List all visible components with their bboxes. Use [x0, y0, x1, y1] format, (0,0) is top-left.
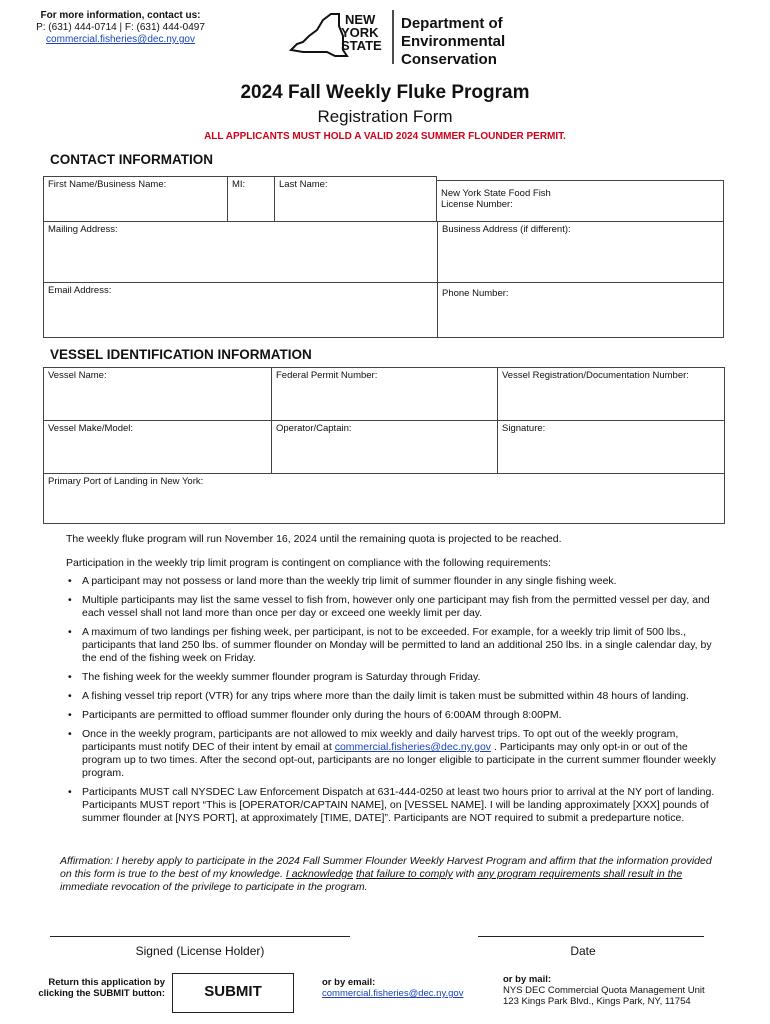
mi-label: MI: [232, 179, 246, 190]
submit-button[interactable]: SUBMIT [172, 973, 294, 1013]
vessel-make-model-label: Vessel Make/Model: [48, 423, 134, 434]
federal-permit-label: Federal Permit Number: [276, 370, 378, 381]
logo-new: NEW [345, 12, 376, 27]
mailing-address-label: Mailing Address: [48, 224, 118, 235]
affirmation-underline-3: any program requirements shall result in the [477, 868, 683, 880]
contact-info [28, 10, 213, 46]
affirmation-part-1: Affirmation: I hereby apply to participate in the 2024 Fall Summer Flounder Weekly Harvest Program and affirm that the information provided on this form is true to the best of my knowledge. [60, 855, 712, 880]
vessel-registration-field[interactable] [497, 367, 725, 421]
affirmation-underline-2: that failure to comply [355, 868, 453, 880]
affirmation-text [60, 855, 725, 894]
contact-heading: For more information, contact us: [40, 10, 201, 21]
last-name-label: Last Name: [279, 179, 328, 190]
first-name-field[interactable] [43, 176, 228, 222]
phone-number-field[interactable] [437, 282, 724, 338]
logo-state: STATE [341, 38, 382, 53]
opt-out-text-2: . Participants may only opt-in or out of the program up to two times. After the second opt-out, participants are no longer eligible to participate in the current summer flounder weekly program. [82, 741, 716, 779]
mi-field[interactable] [227, 176, 275, 222]
last-name-field[interactable] [274, 176, 437, 222]
or-email-label: or by email: [322, 977, 376, 988]
affirmation-with: with [455, 868, 475, 880]
date-line[interactable] [478, 936, 704, 937]
logo-dept-3: Conservation [401, 51, 497, 66]
vessel-section-heading: VESSEL IDENTIFICATION INFORMATION [50, 347, 312, 362]
list-item: • Multiple participants may list the same vessel to fish from, however only one participant may fish from the permitted vessel per day, and each vessel shall not land more than once per day or exceed one weekly limit per day. [82, 594, 726, 620]
primary-port-label: Primary Port of Landing in New York: [48, 476, 204, 487]
primary-port-field[interactable] [43, 473, 725, 524]
list-item: • Participants MUST call NYSDEC Law Enforcement Dispatch at 631-444-0250 at least two hours prior to arrival at the NY port of landing. Participants MUST report “This is [OPERATOR/CAPTAIN NAME], on [VESSEL NAME]. I will be landing approximately [XXX] pounds of summer flounder at [NYS PORT], at approximately [TIME, DATE]”. Participants are NOT required to submit a predeparture notice. [82, 786, 726, 825]
mail-address-line-1: NYS DEC Commercial Quota Management Unit [503, 985, 705, 996]
mailing-address-field[interactable] [43, 221, 438, 283]
license-label-2: License Number: [441, 199, 513, 210]
or-mail-label: or by mail: [503, 974, 552, 985]
federal-permit-field[interactable] [271, 367, 498, 421]
mail-address-line-2: 123 Kings Park Blvd., Kings Park, NY, 11754 [503, 996, 691, 1007]
list-item: • Participants are permitted to offload summer flounder only during the hours of 6:00AM through 8:00PM. [82, 709, 726, 722]
signature-field[interactable] [497, 420, 725, 474]
affirmation-part-2: immediate revocation of the privilege to participate in the program. [60, 881, 368, 893]
signature-label: Signature: [502, 423, 546, 434]
logo-dept-2: Environmental [401, 33, 506, 50]
requirements-list [66, 575, 726, 831]
footer-email-link[interactable]: commercial.fisheries@dec.ny.gov [322, 988, 464, 999]
first-name-label: First Name/Business Name: [48, 179, 167, 190]
list-item [82, 728, 726, 780]
vessel-make-model-field[interactable] [43, 420, 272, 474]
vessel-registration-label: Vessel Registration/Documentation Number: [502, 370, 689, 381]
logo-york: YORK [341, 25, 379, 40]
return-instructions [30, 977, 165, 999]
operator-captain-label: Operator/Captain: [276, 423, 352, 434]
return-line-2: clicking the SUBMIT button: [38, 988, 165, 999]
list-item: • The fishing week for the weekly summer flounder program is Saturday through Friday. [82, 671, 726, 684]
email-address-label: Email Address: [48, 285, 112, 296]
participation-text: Participation in the weekly trip limit program is contingent on compliance with the following requirements: [66, 557, 551, 569]
mail-return [503, 974, 743, 1007]
signed-label: Signed (License Holder) [135, 944, 265, 958]
contact-phone: P: (631) 444-0714 | F: (631) 444-0497 [36, 22, 205, 33]
dec-logo [287, 6, 527, 66]
return-line-1: Return this application by [48, 977, 165, 988]
list-item: • A maximum of two landings per fishing week, per participant, is not to be exceeded. For example, for a weekly trip limit of 500 lbs., participants that land 250 lbs. of summer flounder on Monday will be permitted to land an additional 250 lbs. in a single calendar day, by the end of the fishing week on Friday. [82, 626, 726, 665]
list-item: • A participant may not possess or land more than the weekly trip limit of summer flounder in any single fishing week. [82, 575, 726, 588]
vessel-name-label: Vessel Name: [48, 370, 107, 381]
list-item: • A fishing vessel trip report (VTR) for any trips where more than the daily limit is taken must be submitted within 48 hours of landing. [82, 690, 726, 703]
form-title: 2024 Fall Weekly Fluke Program [240, 82, 530, 103]
contact-email-link[interactable]: commercial.fisheries@dec.ny.gov [46, 34, 195, 45]
email-address-field[interactable] [43, 282, 438, 338]
operator-captain-field[interactable] [271, 420, 498, 474]
program-intro: The weekly fluke program will run November 16, 2024 until the remaining quota is projected to be reached. [66, 533, 562, 545]
affirmation-underline-1: I acknowledge [285, 868, 354, 880]
permit-warning: ALL APPLICANTS MUST HOLD A VALID 2024 SUMMER FLOUNDER PERMIT. [204, 131, 566, 142]
form-subtitle: Registration Form [317, 107, 453, 126]
license-number-field[interactable] [436, 180, 724, 222]
email-return [322, 977, 492, 999]
phone-number-label: Phone Number: [442, 288, 509, 299]
opt-out-email-link[interactable]: commercial.fisheries@dec.ny.gov [334, 741, 492, 753]
date-label: Date [570, 944, 596, 958]
business-address-label: Business Address (if different): [442, 224, 571, 235]
contact-section-heading: CONTACT INFORMATION [50, 152, 213, 167]
nys-map-icon [287, 6, 527, 66]
business-address-field[interactable] [437, 221, 724, 283]
license-label-1: New York State Food Fish [441, 188, 551, 199]
vessel-name-field[interactable] [43, 367, 272, 421]
opt-out-text-1: Once in the weekly program, participants are not allowed to mix weekly and daily harvest trips. To opt out of the weekly program, participants must notify DEC of their intent by email at [82, 728, 679, 753]
logo-dept-1: Department of [401, 15, 503, 32]
signature-line[interactable] [50, 936, 350, 937]
